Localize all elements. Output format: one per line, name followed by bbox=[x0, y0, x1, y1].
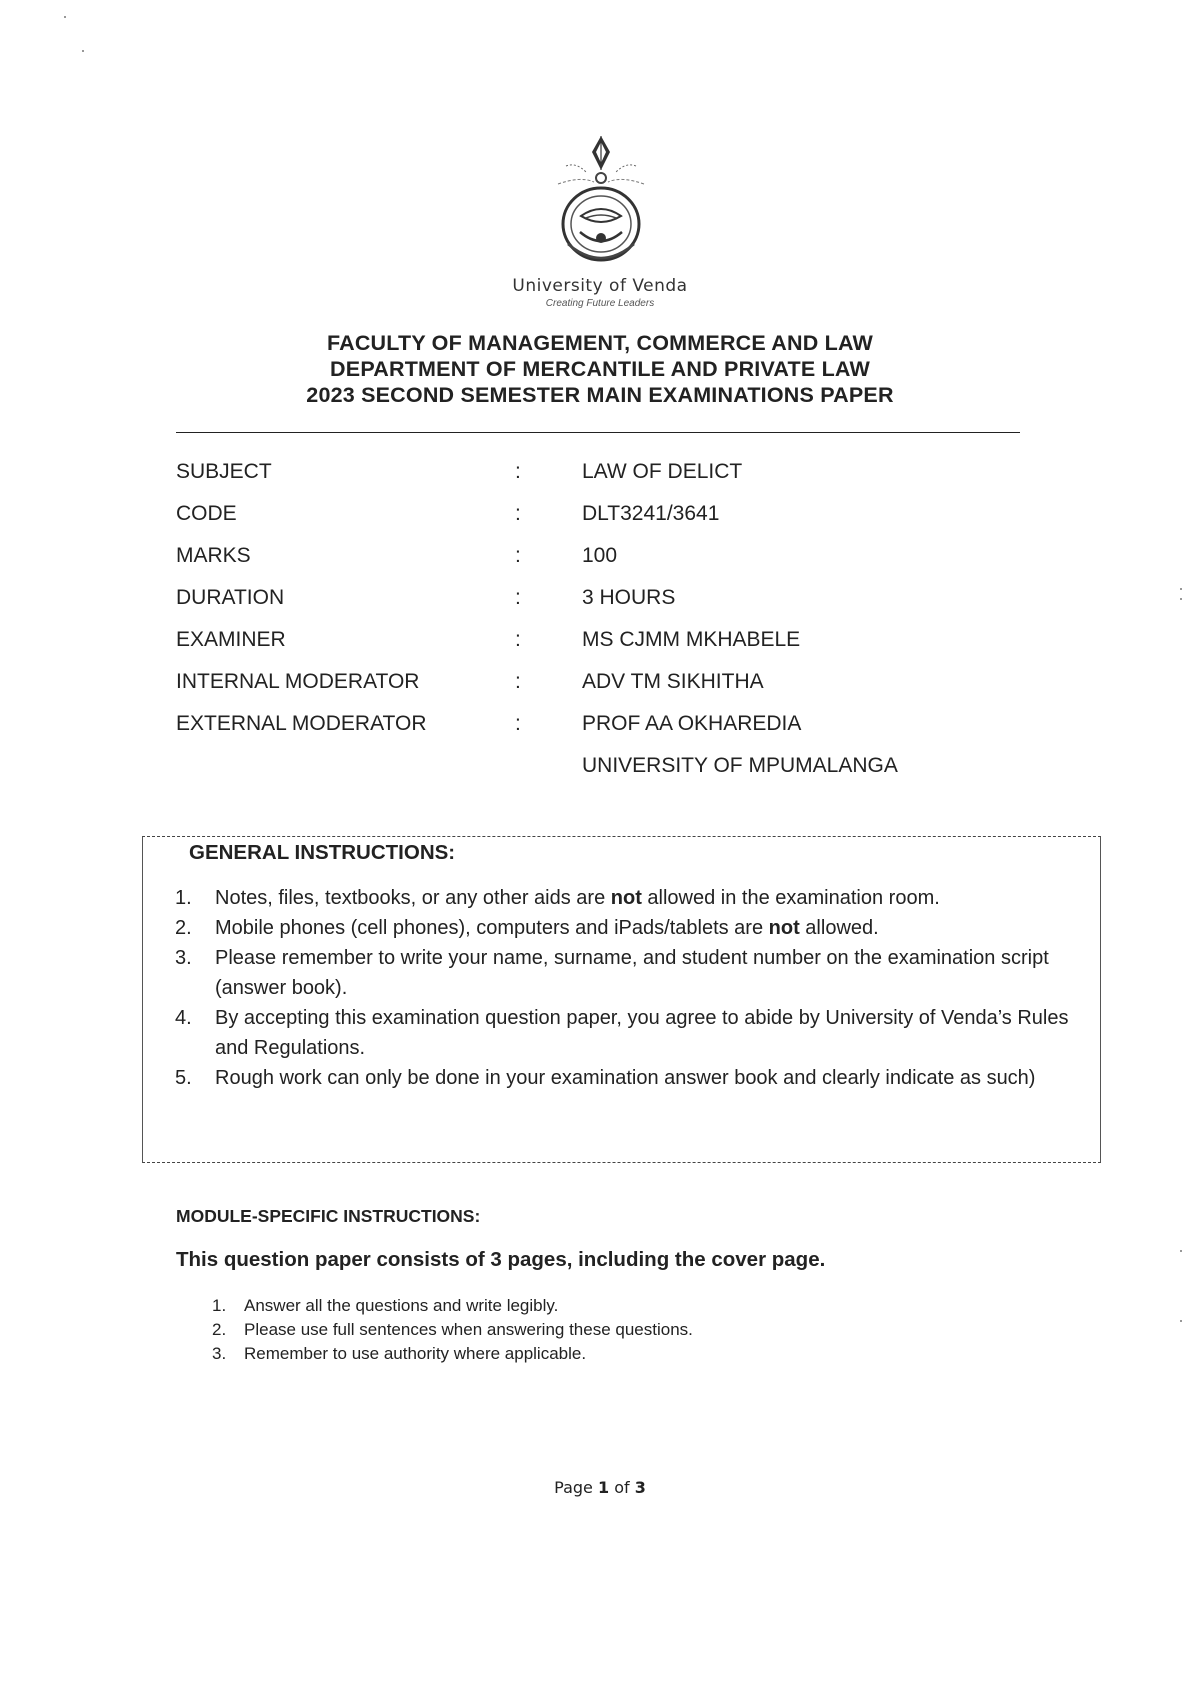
of-word: of bbox=[614, 1478, 630, 1497]
list-item bbox=[175, 883, 1085, 913]
item-emphasis: not bbox=[768, 917, 800, 939]
info-row-external-moderator bbox=[176, 712, 1076, 754]
item-text: Please use full sentences when answering these questions. bbox=[244, 1320, 693, 1339]
item-number: 3. bbox=[175, 947, 192, 969]
info-row-external-institution bbox=[176, 754, 1076, 796]
item-text: allowed in the examination room. bbox=[641, 887, 940, 909]
info-separator: : bbox=[515, 712, 521, 735]
info-value: DLT3241/3641 bbox=[582, 502, 720, 525]
current-page: 1 bbox=[597, 1478, 610, 1497]
info-value: MS CJMM MKHABELE bbox=[582, 628, 801, 651]
info-label: EXAMINER bbox=[176, 628, 286, 651]
general-instructions-box bbox=[142, 836, 1101, 1163]
scan-speck bbox=[82, 50, 84, 52]
item-text: allowed. bbox=[799, 917, 879, 939]
info-separator: : bbox=[515, 544, 521, 567]
page-count-note: This question paper consists of 3 pages, including the cover page. bbox=[176, 1248, 826, 1271]
info-separator: : bbox=[515, 460, 521, 483]
info-separator: : bbox=[515, 502, 521, 525]
info-label: INTERNAL MODERATOR bbox=[176, 670, 420, 693]
university-name: University of Venda bbox=[512, 276, 688, 296]
item-number: 5. bbox=[175, 1067, 192, 1089]
scan-speck bbox=[1180, 598, 1182, 600]
info-row-internal-moderator bbox=[176, 670, 1076, 712]
info-separator: : bbox=[515, 670, 521, 693]
total-pages: 3 bbox=[634, 1478, 646, 1497]
list-item bbox=[175, 1063, 1085, 1093]
item-number: 2. bbox=[212, 1320, 227, 1339]
list-item bbox=[206, 1318, 693, 1342]
info-label: CODE bbox=[176, 502, 237, 525]
info-label: EXTERNAL MODERATOR bbox=[176, 712, 427, 735]
info-row-marks bbox=[176, 544, 1076, 586]
module-instructions-title: MODULE-SPECIFIC INSTRUCTIONS: bbox=[176, 1206, 481, 1226]
scan-speck bbox=[64, 16, 66, 18]
list-item bbox=[206, 1342, 693, 1366]
list-item bbox=[175, 943, 1085, 1003]
scan-speck bbox=[1180, 588, 1182, 590]
item-text: Answer all the questions and write legibly. bbox=[244, 1296, 559, 1315]
item-number: 2. bbox=[175, 917, 192, 939]
item-text: Please remember to write your name, surname, and student number on the examination script (answer book). bbox=[215, 947, 1049, 999]
info-value: UNIVERSITY OF MPUMALANGA bbox=[582, 754, 898, 777]
item-number: 1. bbox=[175, 887, 192, 909]
item-text: Notes, files, textbooks, or any other aids are bbox=[215, 887, 611, 909]
page-word: Page bbox=[554, 1478, 593, 1497]
scan-speck bbox=[1180, 1320, 1182, 1322]
info-row-subject bbox=[176, 460, 1076, 502]
faculty-heading: FACULTY OF MANAGEMENT, COMMERCE AND LAW bbox=[326, 331, 874, 355]
list-item bbox=[206, 1294, 693, 1318]
module-instructions-list bbox=[206, 1294, 693, 1366]
exam-info-table bbox=[176, 460, 1076, 796]
header-divider bbox=[176, 432, 1020, 433]
university-motto: Creating Future Leaders bbox=[545, 298, 655, 309]
scan-speck bbox=[1180, 1250, 1182, 1252]
list-item bbox=[175, 913, 1085, 943]
info-separator: : bbox=[515, 628, 521, 651]
general-instructions-title: GENERAL INSTRUCTIONS: bbox=[189, 841, 456, 864]
item-text: Mobile phones (cell phones), computers and iPads/tablets are bbox=[215, 917, 769, 939]
info-value: 100 bbox=[582, 544, 618, 567]
item-text: Remember to use authority where applicable. bbox=[244, 1344, 587, 1363]
info-label: MARKS bbox=[176, 544, 251, 567]
general-instructions-list bbox=[175, 883, 1085, 1093]
item-emphasis: not bbox=[610, 887, 642, 909]
department-heading: DEPARTMENT OF MERCANTILE AND PRIVATE LAW bbox=[330, 357, 870, 381]
info-separator: : bbox=[515, 586, 521, 609]
info-value: PROF AA OKHAREDIA bbox=[582, 712, 802, 735]
info-value: LAW OF DELICT bbox=[582, 460, 743, 483]
info-value: 3 HOURS bbox=[582, 586, 676, 609]
item-text: By accepting this examination question paper, you agree to abide by University of Venda’s Rules and Regulations. bbox=[215, 1007, 1069, 1059]
info-value: ADV TM SIKHITHA bbox=[582, 670, 764, 693]
university-crest-icon bbox=[536, 132, 666, 280]
info-row-code bbox=[176, 502, 1076, 544]
info-row-examiner bbox=[176, 628, 1076, 670]
page-number bbox=[0, 1478, 1200, 1497]
info-label: DURATION bbox=[176, 586, 285, 609]
list-item bbox=[175, 1003, 1085, 1063]
info-label: SUBJECT bbox=[176, 460, 272, 483]
item-number: 1. bbox=[212, 1296, 227, 1315]
info-row-duration bbox=[176, 586, 1076, 628]
exam-heading: 2023 SECOND SEMESTER MAIN EXAMINATIONS PAPER bbox=[306, 383, 894, 407]
item-number: 4. bbox=[175, 1007, 192, 1029]
item-text: Rough work can only be done in your examination answer book and clearly indicate as such) bbox=[215, 1067, 1036, 1089]
item-number: 3. bbox=[212, 1344, 227, 1363]
